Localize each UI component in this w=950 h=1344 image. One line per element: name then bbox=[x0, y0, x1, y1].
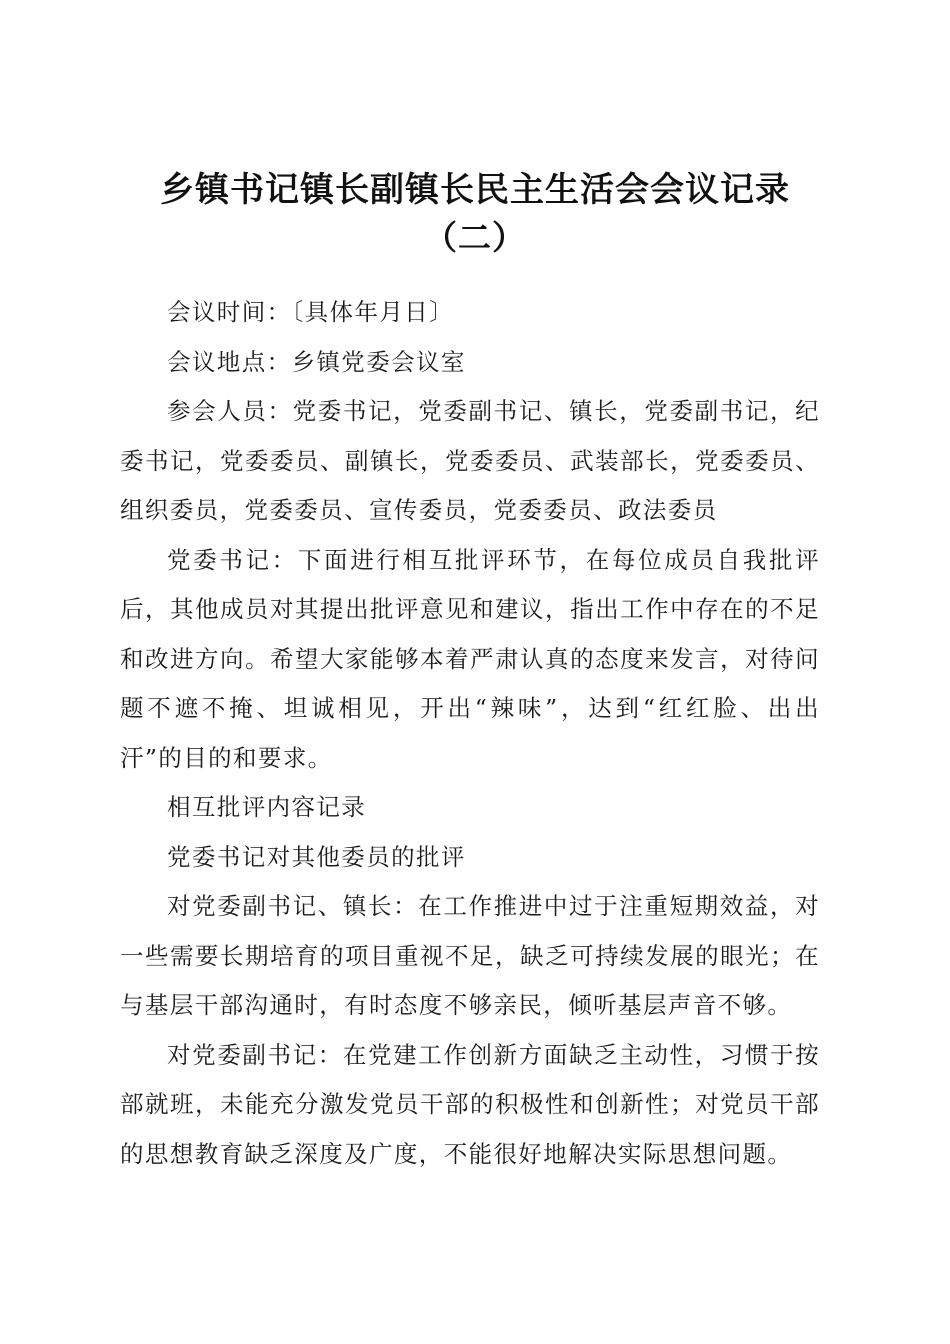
document-body bbox=[120, 288, 820, 1179]
document-subtitle: （二） bbox=[424, 218, 526, 257]
criticism-deputy-secretary-mayor: 对党委副书记、镇长：在工作推进中过于注重短期效益，对一些需要长期培育的项目重视不足，缺乏可持续发展的眼光；在与基层干部沟通时，有时态度不够亲民，倾听基层声音不够。 bbox=[120, 892, 820, 1019]
meeting-time: 会议时间：〔具体年月日〕 bbox=[167, 298, 455, 326]
secretary-opening-remarks: 党委书记：下面进行相互批评环节，在每位成员自我批评后，其他成员对其提出批评意见和建议，指出工作中存在的不足和改进方向。希望大家能够本着严肃认真的态度来发言，对待问题不遮不掩、坦诚相见，开出“辣味”，达到“红红脸、出出汗”的目的和要求。 bbox=[120, 545, 820, 772]
document-title: 乡镇书记镇长副镇长民主生活会会议记录 bbox=[160, 170, 790, 210]
meeting-location: 会议地点：乡镇党委会议室 bbox=[167, 347, 466, 376]
attendees: 参会人员：党委书记，党委副书记、镇长，党委副书记，纪委书记，党委委员、副镇长，党委委员、武装部长，党委委员、组织委员，党委委员、宣传委员，党委委员、政法委员 bbox=[120, 397, 820, 524]
section-heading-criticism-record: 相互批评内容记录 bbox=[167, 793, 367, 821]
subsection-heading-secretary-criticism: 党委书记对其他委员的批评 bbox=[167, 842, 466, 871]
criticism-deputy-secretary: 对党委副书记：在党建工作创新方面缺乏主动性，习惯于按部就班，未能充分激发党员干部的积极性和创新性；对党员干部的思想教育缺乏深度及广度，不能很好地解决实际思想问题。 bbox=[120, 1040, 820, 1168]
